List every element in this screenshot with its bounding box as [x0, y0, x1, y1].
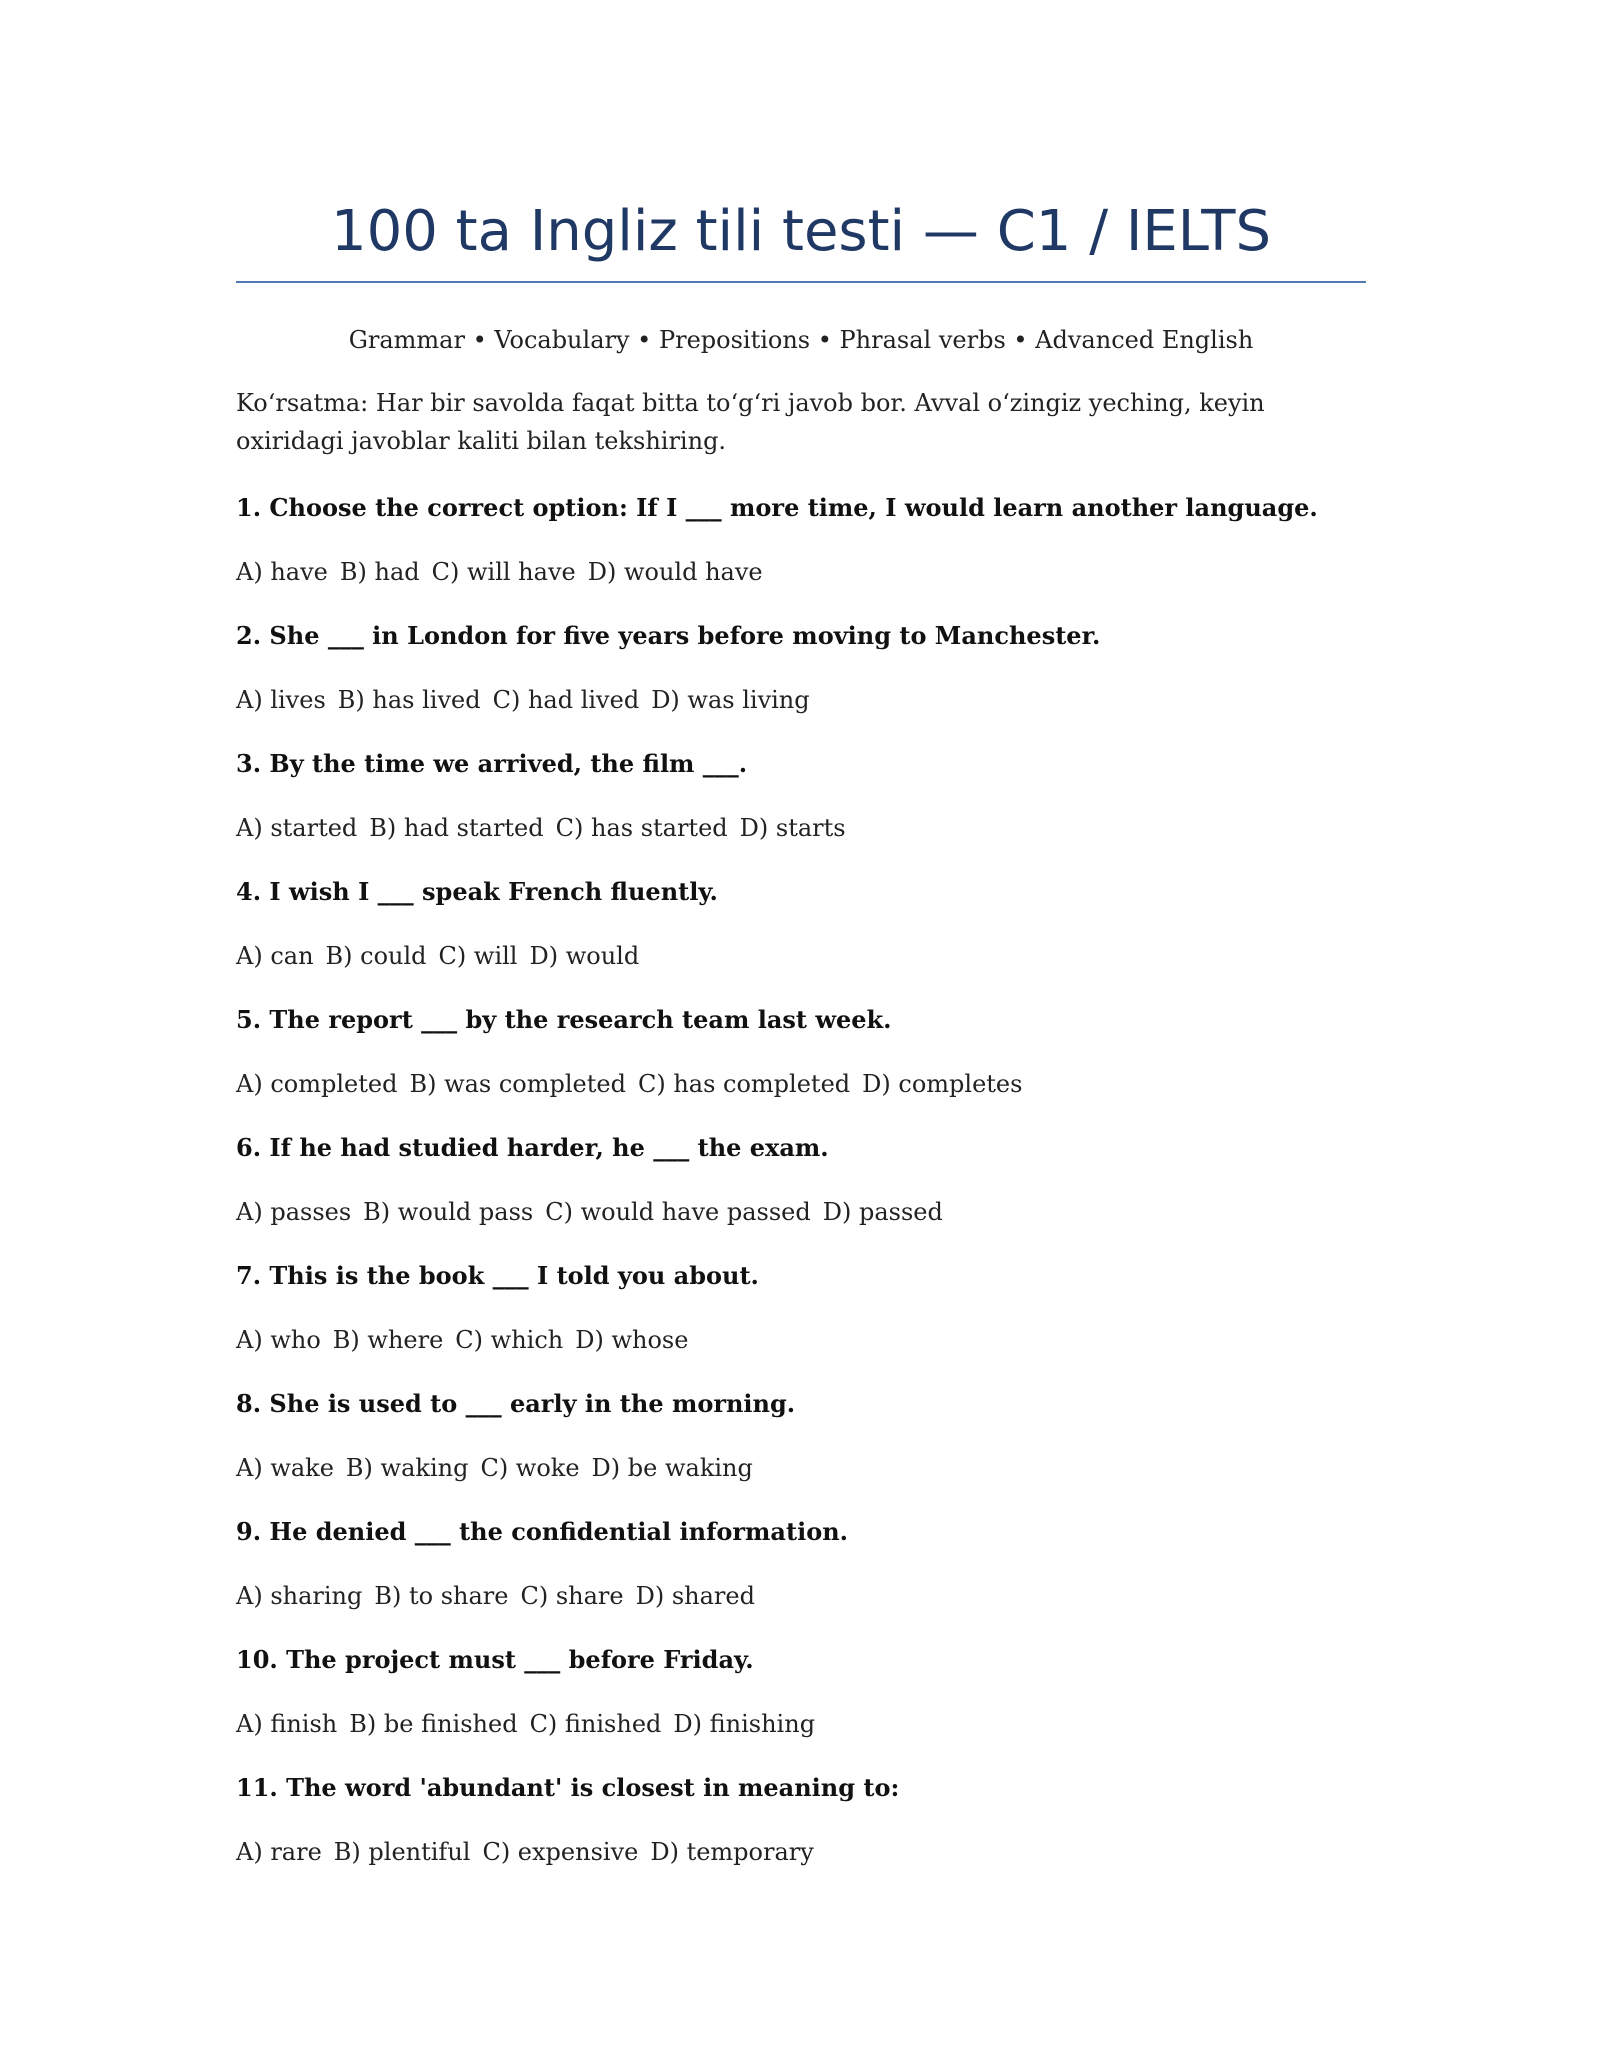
option-b: B) to share — [374, 1582, 509, 1610]
question-text: 4. I wish I ___ speak French fluently. — [236, 877, 718, 906]
question-item — [236, 744, 1366, 872]
question-item — [236, 616, 1366, 744]
question-list — [236, 488, 1366, 1896]
option-a: A) started — [236, 814, 358, 842]
option-a: A) rare — [236, 1838, 322, 1866]
question-text: 9. He denied ___ the confidential information. — [236, 1517, 848, 1546]
instruction-text: Koʻrsatma: Har bir savolda faqat bitta toʻgʻri javob bor. Avval oʻzingiz yeching, keyin oxiridagi javoblar kaliti bilan tekshiring. — [236, 389, 1265, 455]
option-b: B) where — [332, 1326, 444, 1354]
option-c: C) which — [455, 1326, 564, 1354]
option-b: B) waking — [345, 1454, 469, 1482]
option-b: B) had started — [369, 814, 544, 842]
option-c: C) will — [438, 942, 518, 970]
option-b: B) had — [339, 558, 420, 586]
option-b: B) would pass — [363, 1198, 534, 1226]
question-item — [236, 488, 1366, 616]
document-page — [236, 0, 1366, 2070]
question-text: 11. The word 'abundant' is closest in meaning to: — [236, 1773, 900, 1802]
option-d: D) completes — [862, 1070, 1023, 1098]
option-d: D) finishing — [673, 1710, 816, 1738]
document-title: 100 ta Ingliz tili testi — C1 / IELTS — [330, 199, 1272, 264]
option-d: D) shared — [635, 1582, 755, 1610]
question-item — [236, 1000, 1366, 1128]
document-subtitle: Grammar • Vocabulary • Prepositions • Phrasal verbs • Advanced English — [348, 326, 1254, 354]
option-c: C) expensive — [482, 1838, 639, 1866]
option-a: A) sharing — [236, 1582, 363, 1610]
option-b: B) has lived — [337, 686, 481, 714]
answer-options — [236, 680, 1366, 720]
answer-options — [236, 808, 1366, 848]
option-d: D) was living — [651, 686, 810, 714]
question-text: 5. The report ___ by the research team last week. — [236, 1005, 892, 1034]
question-text: 10. The project must ___ before Friday. — [236, 1645, 754, 1674]
option-a: A) lives — [236, 686, 326, 714]
option-b: B) be finished — [349, 1710, 518, 1738]
answer-options — [236, 1192, 1366, 1232]
question-item — [236, 872, 1366, 1000]
option-b: B) plentiful — [333, 1838, 471, 1866]
option-c: C) has started — [555, 814, 728, 842]
option-c: C) has completed — [637, 1070, 851, 1098]
option-c: C) finished — [529, 1710, 662, 1738]
option-c: C) woke — [480, 1454, 580, 1482]
question-text: 2. She ___ in London for five years before moving to Manchester. — [236, 621, 1101, 650]
option-d: D) be waking — [591, 1454, 753, 1482]
option-a: A) who — [236, 1326, 321, 1354]
option-a: A) can — [236, 942, 314, 970]
question-item — [236, 1640, 1366, 1768]
option-a: A) wake — [236, 1454, 334, 1482]
option-b: B) could — [325, 942, 427, 970]
option-d: D) whose — [575, 1326, 689, 1354]
question-text: 8. She is used to ___ early in the morning. — [236, 1389, 796, 1418]
option-c: C) had lived — [492, 686, 640, 714]
answer-options — [236, 552, 1366, 592]
answer-options — [236, 936, 1366, 976]
question-text: 7. This is the book ___ I told you about. — [236, 1261, 759, 1290]
option-c: C) will have — [431, 558, 576, 586]
option-c: C) would have passed — [545, 1198, 811, 1226]
option-d: D) would — [529, 942, 640, 970]
option-d: D) would have — [587, 558, 763, 586]
question-text: 3. By the time we arrived, the film ___. — [236, 749, 748, 778]
option-b: B) was completed — [409, 1070, 626, 1098]
question-text: 6. If he had studied harder, he ___ the exam. — [236, 1133, 829, 1162]
answer-options — [236, 1704, 1366, 1744]
option-d: D) starts — [739, 814, 846, 842]
answer-options — [236, 1320, 1366, 1360]
option-a: A) completed — [236, 1070, 398, 1098]
answer-options — [236, 1576, 1366, 1616]
question-text: 1. Choose the correct option: If I ___ more time, I would learn another language. — [236, 493, 1318, 522]
answer-options — [236, 1832, 1366, 1872]
option-d: D) passed — [822, 1198, 943, 1226]
question-item — [236, 1512, 1366, 1640]
option-a: A) passes — [236, 1198, 352, 1226]
answer-options — [236, 1448, 1366, 1488]
question-item — [236, 1128, 1366, 1256]
option-d: D) temporary — [650, 1838, 814, 1866]
option-a: A) have — [236, 558, 328, 586]
option-a: A) finish — [236, 1710, 338, 1738]
question-item — [236, 1384, 1366, 1512]
question-item — [236, 1768, 1366, 1896]
title-divider — [236, 281, 1366, 283]
option-c: C) share — [520, 1582, 624, 1610]
question-item — [236, 1256, 1366, 1384]
answer-options — [236, 1064, 1366, 1104]
